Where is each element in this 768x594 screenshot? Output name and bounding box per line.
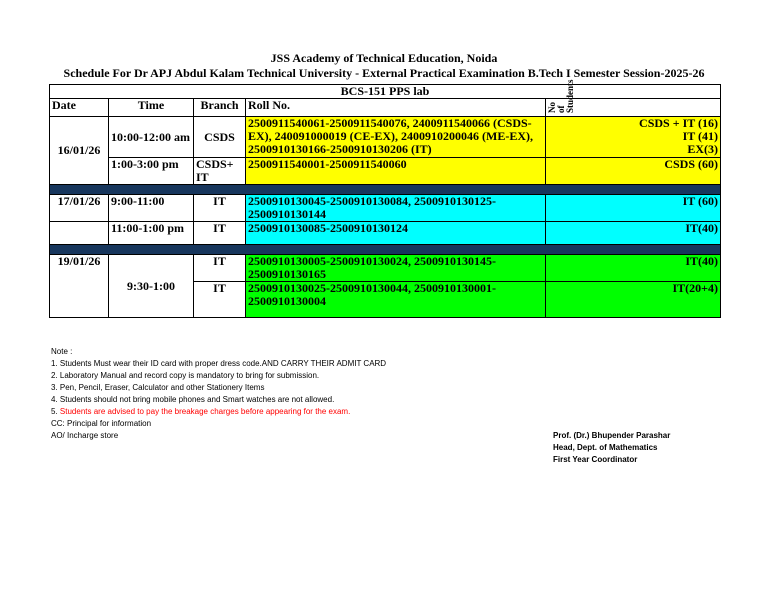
time-cell: 9:30-1:00 — [109, 255, 194, 318]
signature-block — [553, 430, 670, 466]
cc-line: AO/ Incharge store — [51, 431, 119, 440]
count-line: CSDS + IT (16) — [639, 116, 719, 130]
time-cell: 11:00-1:00 pm — [109, 222, 194, 245]
branch-cell: IT — [194, 195, 246, 222]
roll-cell: 2500910130085-2500910130124 — [246, 222, 546, 245]
roll-cell: 2500910130005-2500910130024, 2500910130145-2500910130165 — [246, 255, 546, 282]
count-cell: CSDS (60) — [546, 158, 721, 185]
notes-section — [51, 346, 386, 442]
branch-cell: IT — [194, 222, 246, 245]
count-cell: IT(40) — [546, 255, 721, 282]
signatory-name: Prof. (Dr.) Bhupender Parashar — [553, 431, 671, 440]
note-item: 2. Laboratory Manual and record copy is mandatory to bring for submission. — [51, 371, 320, 380]
branch-cell: CSDS — [194, 117, 246, 158]
signatory-role: First Year Coordinator — [553, 455, 638, 464]
schedule-title: Schedule For Dr APJ Abdul Kalam Technical University - External Practical Examination B.Tech I Semester Session-2025-26 — [63, 66, 705, 80]
table-row — [50, 222, 721, 245]
note-item: 1. Students Must wear their ID card with proper dress code.AND CARRY THEIR ADMIT CARD — [51, 359, 387, 368]
note-item: 3. Pen, Pencil, Eraser, Calculator and other Stationery Items — [51, 383, 265, 392]
roll-cell: 2500910130045-2500910130084, 2500910130125-2500910130144 — [246, 195, 546, 222]
roll-cell: 2500910130025-2500910130044, 2500910130001-2500910130004 — [246, 282, 546, 318]
header-time: Time — [109, 99, 194, 117]
table-title-row — [50, 85, 721, 99]
date-cell: 19/01/26 — [50, 255, 109, 318]
header-no-of-students-label: No of Students — [547, 79, 575, 113]
header-date: Date — [50, 99, 109, 117]
table-row — [50, 195, 721, 222]
roll-cell: 2500911540061-2500911540076, 2400911540066 (CSDS-EX), 240091000019 (CE-EX), 2400910200046 (ME-EX), 2500910130166-2500910130206 (IT) — [246, 117, 546, 158]
header-no-of-students — [546, 79, 721, 117]
count-cell: IT (60) — [546, 195, 721, 222]
branch-cell: IT — [194, 282, 246, 318]
schedule-table — [49, 79, 721, 318]
cc-line: CC: Principal for information — [51, 419, 152, 428]
separator-row — [50, 185, 721, 195]
time-cell: 1:00-3:00 pm — [109, 158, 194, 185]
count-line: IT (41) — [682, 129, 719, 143]
note-item-number: 5. — [51, 407, 58, 416]
table-header-row — [50, 99, 721, 117]
count-cell — [546, 117, 721, 158]
header-branch: Branch — [194, 99, 246, 117]
header-roll-no: Roll No. — [246, 99, 546, 117]
notes-heading: Note : — [51, 347, 73, 356]
date-cell: 16/01/26 — [50, 117, 109, 185]
lab-title: BCS-151 PPS lab — [50, 85, 721, 99]
institute-title: JSS Academy of Technical Education, Noida — [270, 51, 498, 65]
separator-row — [50, 245, 721, 255]
time-cell: 10:00-12:00 am — [109, 117, 194, 158]
branch-cell: IT — [194, 255, 246, 282]
time-cell: 9:00-11:00 — [109, 195, 194, 222]
date-cell — [50, 222, 109, 245]
count-cell: IT(40) — [546, 222, 721, 245]
table-row — [50, 158, 721, 185]
date-cell: 17/01/26 — [50, 195, 109, 222]
signatory-title: Head, Dept. of Mathematics — [553, 443, 658, 452]
note-item-warning-text: Students are advised to pay the breakage charges before appearing for the exam. — [59, 407, 351, 416]
count-line: EX(3) — [687, 142, 719, 156]
count-cell: IT(20+4) — [546, 282, 721, 318]
branch-cell: CSDS+ IT — [194, 158, 246, 185]
table-row — [50, 255, 721, 282]
table-row — [50, 117, 721, 158]
note-item-warning — [51, 406, 386, 418]
roll-cell: 2500911540001-2500911540060 — [246, 158, 546, 185]
note-item: 4. Students should not bring mobile phones and Smart watches are not allowed. — [51, 395, 335, 404]
